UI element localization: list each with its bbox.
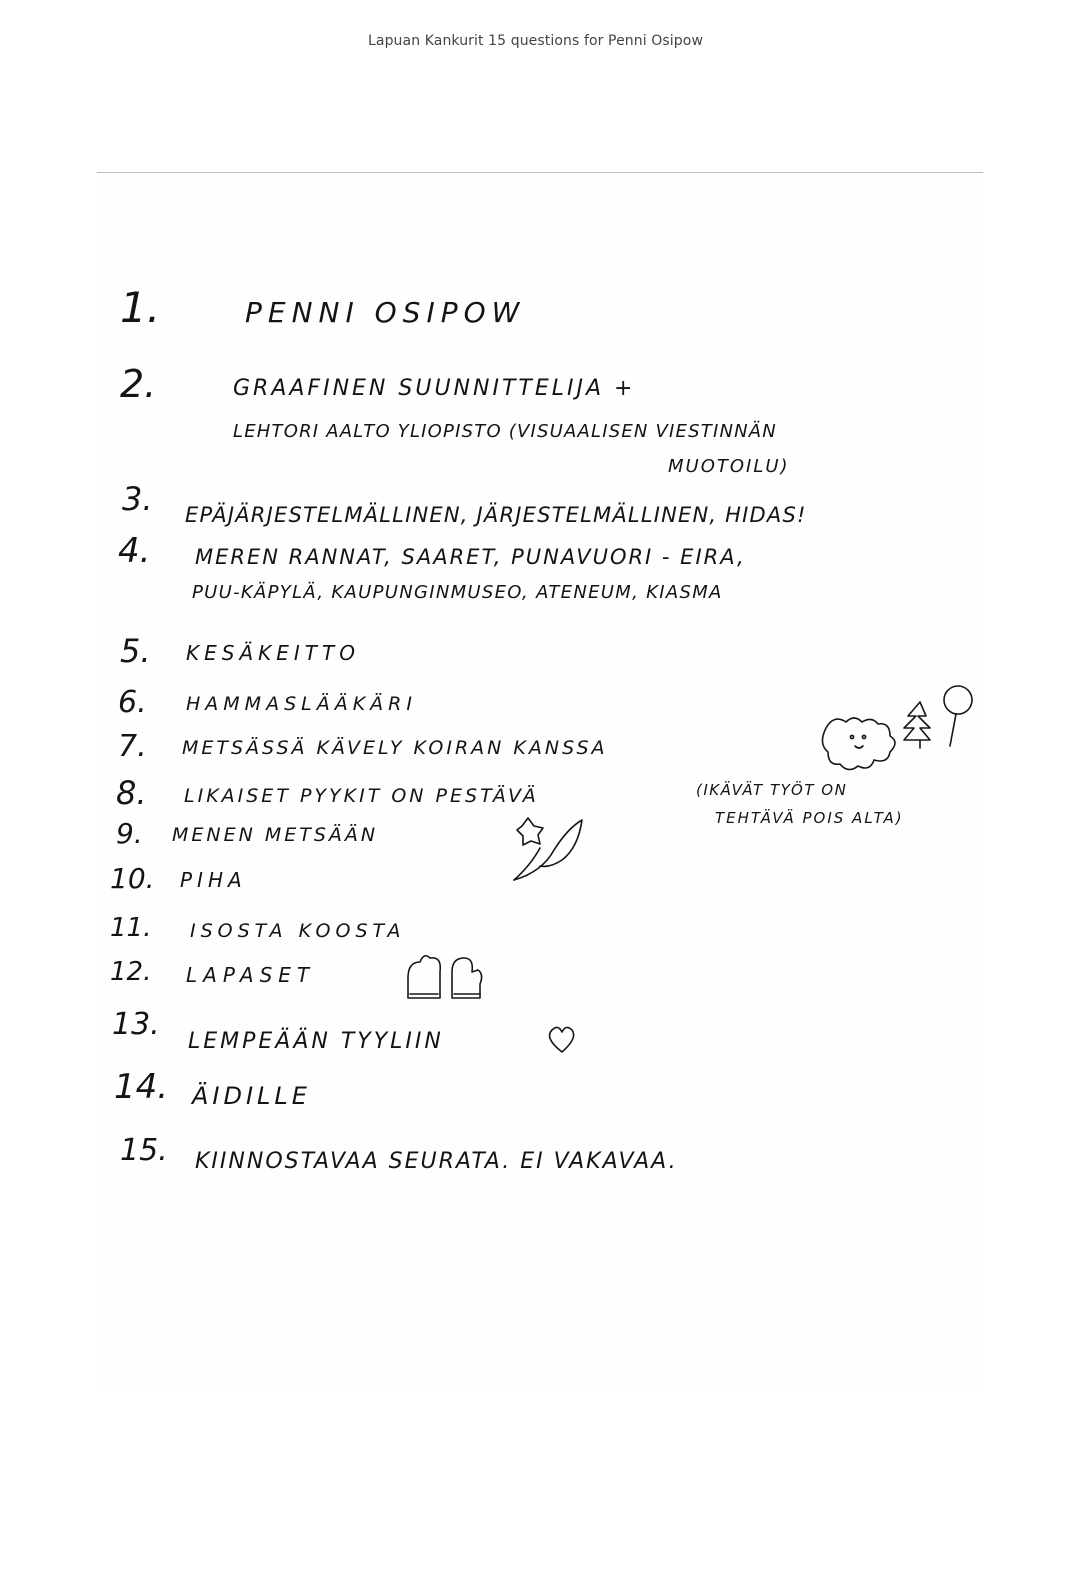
answer-number: 10. xyxy=(110,862,155,895)
answer-number: 13. xyxy=(112,1007,160,1042)
answer-number: 4. xyxy=(118,531,151,571)
answer-1: PENNI OSIPOW xyxy=(245,296,526,329)
answer-14: ÄIDILLE xyxy=(192,1082,311,1110)
answer-4-line-1: MEREN RANNAT, SAARET, PUNAVUORI - EIRA, xyxy=(195,545,746,569)
answer-2-line-1: GRAAFINEN SUUNNITTELIJA + xyxy=(233,376,636,401)
answer-2-line-3: MUOTOILU) xyxy=(668,456,790,477)
answer-9: MENEN METSÄÄN xyxy=(172,824,379,846)
answer-number: 6. xyxy=(118,685,147,720)
answer-6: HAMMASLÄÄKÄRI xyxy=(186,693,417,715)
answer-number: 2. xyxy=(120,362,157,406)
answer-8-aside-line-2: TEHTÄVÄ POIS ALTA) xyxy=(715,809,904,827)
handwritten-sheet xyxy=(97,172,983,1388)
answer-12: LAPASET xyxy=(186,963,316,987)
answer-5: KESÄKEITTO xyxy=(186,641,360,665)
answer-7: METSÄSSÄ KÄVELY KOIRAN KANSSA xyxy=(182,737,608,759)
page-header: Lapuan Kankurit 15 questions for Penni Osipow xyxy=(367,33,703,49)
answer-13: LEMPEÄÄN TYYLIIN xyxy=(188,1029,444,1054)
answer-8: LIKAISET PYYKIT ON PESTÄVÄ xyxy=(184,785,539,807)
answer-number: 8. xyxy=(116,774,147,812)
answer-number: 3. xyxy=(122,480,153,518)
answer-4-line-2: PUU-KÄPYLÄ, KAUPUNGINMUSEO, ATENEUM, KIASMA xyxy=(192,582,723,603)
answer-11: ISOSTA KOOSTA xyxy=(190,920,406,942)
answer-number: 14. xyxy=(114,1067,169,1107)
answer-number: 7. xyxy=(118,729,147,764)
answer-number: 5. xyxy=(120,632,151,670)
answer-number: 15. xyxy=(120,1133,168,1168)
answer-number: 9. xyxy=(116,817,143,850)
answer-15: KIINNOSTAVAA SEURATA. EI VAKAVAA. xyxy=(195,1149,678,1174)
answer-3: EPÄJÄRJESTELMÄLLINEN, JÄRJESTELMÄLLINEN, HIDAS! xyxy=(185,503,807,527)
answer-number: 12. xyxy=(110,957,152,987)
answer-2-line-2: LEHTORI AALTO YLIOPISTO (VISUAALISEN VIESTINNÄN xyxy=(233,421,777,442)
answer-10: PIHA xyxy=(180,868,247,892)
answer-number: 11. xyxy=(110,913,152,943)
answer-8-aside-line-1: (IKÄVÄT TYÖT ON xyxy=(696,781,848,799)
answer-number: 1. xyxy=(120,283,161,332)
